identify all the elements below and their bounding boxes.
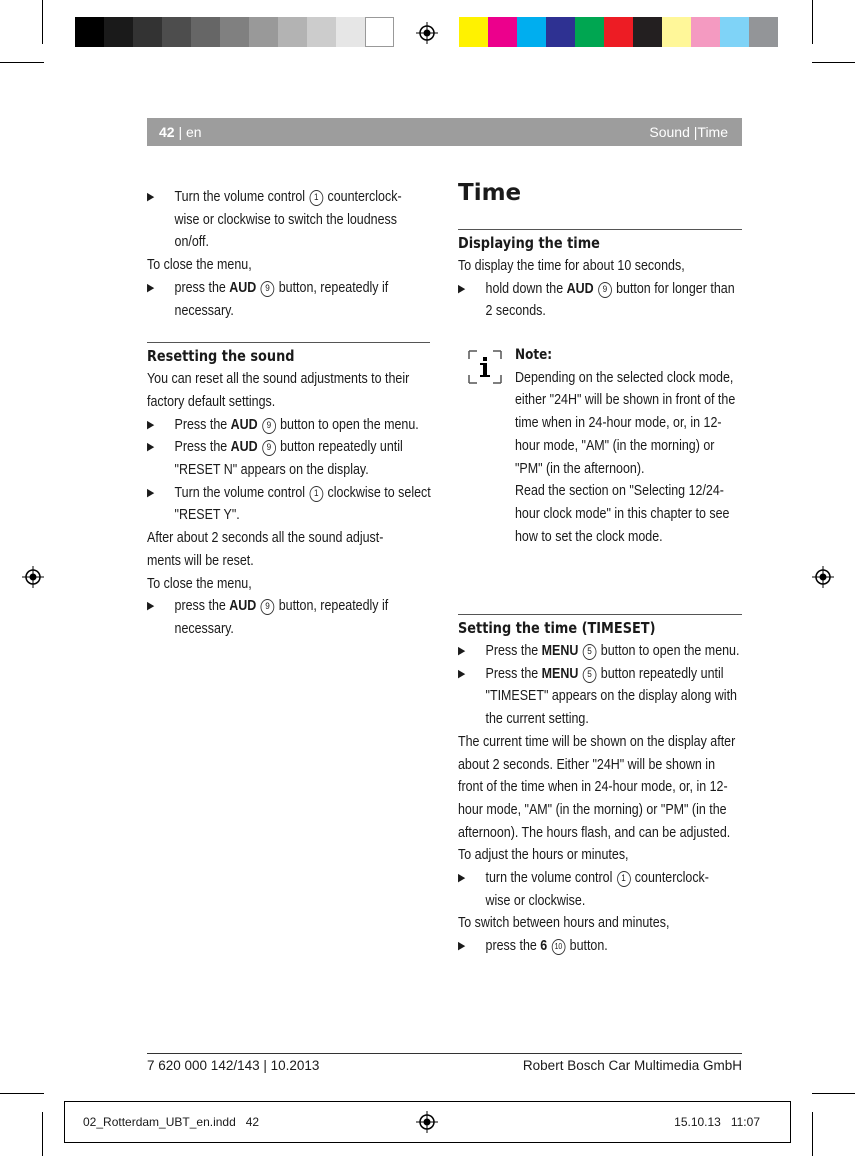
bullet-arrow-icon: ▶	[458, 645, 466, 657]
bullet-item: ▶ turn the volume control 1 counterclock- wise or clockwise.	[458, 867, 742, 912]
subsection-name: Time	[697, 124, 728, 140]
bullet-item: ▶ press the AUD 9 button, repeatedly if necessary.	[147, 595, 432, 640]
crop-mark	[42, 0, 43, 44]
callout-number: 5	[583, 667, 597, 683]
bullet-item: ▶ Press the MENU 5 button to open the menu.	[458, 640, 742, 663]
section-divider	[147, 342, 430, 343]
color-swatch	[365, 17, 394, 47]
bullet-arrow-icon: ▶	[458, 872, 466, 885]
bullet-arrow-icon: ▶	[147, 486, 155, 499]
callout-number: 9	[261, 281, 275, 297]
header-left: 42 | en	[159, 124, 202, 140]
footer-divider	[147, 1053, 742, 1054]
left-column	[147, 186, 432, 641]
print-slug	[64, 1101, 791, 1143]
color-swatch	[162, 17, 191, 47]
note-title: Note:	[515, 347, 553, 363]
color-swatch	[662, 17, 691, 47]
crop-mark	[812, 1112, 813, 1156]
crop-mark	[812, 0, 813, 44]
color-swatch	[488, 17, 517, 47]
registration-mark-icon	[416, 22, 438, 44]
color-swatch	[633, 17, 662, 47]
callout-number: 5	[583, 644, 597, 660]
paragraph: To display the time for about 10 seconds,	[458, 258, 685, 274]
color-swatch	[546, 17, 575, 47]
color-swatch	[749, 17, 778, 47]
callout-number: 9	[262, 440, 276, 456]
document-number: 7 620 000 142/143 | 10.2013	[147, 1058, 320, 1073]
bullet-arrow-icon: ▶	[458, 282, 466, 295]
header-right: Sound |Time	[649, 124, 728, 140]
color-swatch	[133, 17, 162, 47]
callout-number: 1	[617, 871, 631, 887]
registration-mark-icon	[812, 566, 834, 588]
bullet-arrow-icon: ▶	[147, 418, 155, 431]
crop-mark	[0, 1093, 44, 1094]
crop-mark	[812, 1093, 855, 1094]
section-divider	[458, 229, 742, 230]
color-swatch	[307, 17, 336, 47]
note-box	[515, 344, 740, 548]
company-name: Robert Bosch Car Multimedia GmbH	[522, 1058, 742, 1073]
right-column-bottom	[458, 616, 742, 958]
language-code: en	[186, 124, 202, 140]
section-heading: Setting the time (TIMESET)	[458, 619, 656, 637]
bullet-arrow-icon: ▶	[147, 600, 155, 613]
bullet-item: ▶ press the 6 10 button.	[458, 935, 742, 958]
section-name: Sound	[649, 124, 690, 140]
color-swatch	[191, 17, 220, 47]
color-swatch	[336, 17, 365, 47]
instruction-text: To close the menu,	[147, 257, 252, 274]
right-column-top	[458, 231, 742, 323]
bullet-arrow-icon: ▶	[147, 191, 155, 203]
bullet-item: ▶ Turn the volume control 1 clockwise to select "RESET Y".	[147, 482, 432, 527]
color-swatch	[517, 17, 546, 47]
crop-mark	[0, 62, 44, 63]
color-swatch	[720, 17, 749, 47]
color-swatch	[459, 17, 488, 47]
note-text: Depending on the selected clock mode, either "24H" will be shown in front of the time when in 24-hour mode, or, in 12-hour mode, "AM" (in the morning) or "PM" (in the afternoon).	[515, 369, 736, 477]
color-swatch	[220, 17, 249, 47]
crop-mark	[42, 1112, 43, 1156]
callout-number: 9	[598, 282, 612, 298]
process-color-bar	[459, 17, 778, 47]
bullet-item: ▶ Turn the volume control 1 counterclock- wise or clockwise to switch the loudness on/off.	[147, 186, 432, 254]
callout-number: 9	[261, 599, 275, 615]
paragraph: The current time will be shown on the display after about 2 seconds. Either "24H" will be shown in front of the time when in 24-hour mode, or, in 12-hour mode, "AM" (in the morning) or "PM" (in the afternoon). The hours flash, and can be adjusted.	[458, 733, 736, 841]
bullet-item: ▶ Press the AUD 9 button repeatedly until "RESET N" appears on the display.	[147, 436, 432, 481]
gray-color-bar	[75, 17, 394, 47]
instruction-text: To adjust the hours or minutes,	[458, 847, 629, 864]
section-divider	[458, 614, 742, 615]
bullet-arrow-icon: ▶	[458, 667, 466, 680]
color-swatch	[575, 17, 604, 47]
slug-date: 15.10.13 11:07	[674, 1115, 760, 1129]
crop-mark	[812, 62, 855, 63]
callout-number: 10	[552, 939, 566, 955]
bullet-arrow-icon: ▶	[458, 940, 466, 953]
page-title: Time	[458, 180, 522, 206]
color-swatch	[278, 17, 307, 47]
bullet-item: ▶ Press the AUD 9 button to open the menu.	[147, 414, 432, 437]
callout-number: 1	[309, 486, 323, 502]
instruction-text: To switch between hours and minutes,	[458, 915, 670, 932]
section-heading: Displaying the time	[458, 234, 600, 252]
bullet-item: ▶ hold down the AUD 9 button for longer than 2 seconds.	[458, 278, 742, 323]
color-swatch	[691, 17, 720, 47]
slug-filename: 02_Rotterdam_UBT_en.indd 42	[83, 1115, 260, 1129]
registration-mark-icon	[22, 566, 44, 588]
bullet-item: ▶ press the AUD 9 button, repeatedly if necessary.	[147, 277, 432, 322]
paragraph: After about 2 seconds all the sound adjust- ments will be reset.	[147, 530, 384, 569]
color-swatch	[604, 17, 633, 47]
section-heading: Resetting the sound	[147, 347, 295, 366]
bullet-arrow-icon: ▶	[147, 281, 155, 294]
page-header	[147, 118, 742, 146]
bullet-arrow-icon: ▶	[147, 441, 155, 454]
page-number: 42	[159, 124, 175, 140]
info-icon	[468, 350, 502, 384]
note-text: Read the section on "Selecting 12/24-hour clock mode" in this chapter to see how to set the clock mode.	[515, 483, 730, 545]
color-swatch	[249, 17, 278, 47]
color-swatch	[104, 17, 133, 47]
instruction-text: To close the menu,	[147, 575, 252, 592]
bullet-item: ▶ Press the MENU 5 button repeatedly until "TIMESET" appears on the display along with the current setting.	[458, 663, 742, 731]
callout-number: 9	[262, 418, 276, 434]
paragraph: You can reset all the sound adjustments to their factory default settings.	[147, 371, 410, 410]
color-swatch	[75, 17, 104, 47]
callout-number: 1	[309, 190, 323, 206]
